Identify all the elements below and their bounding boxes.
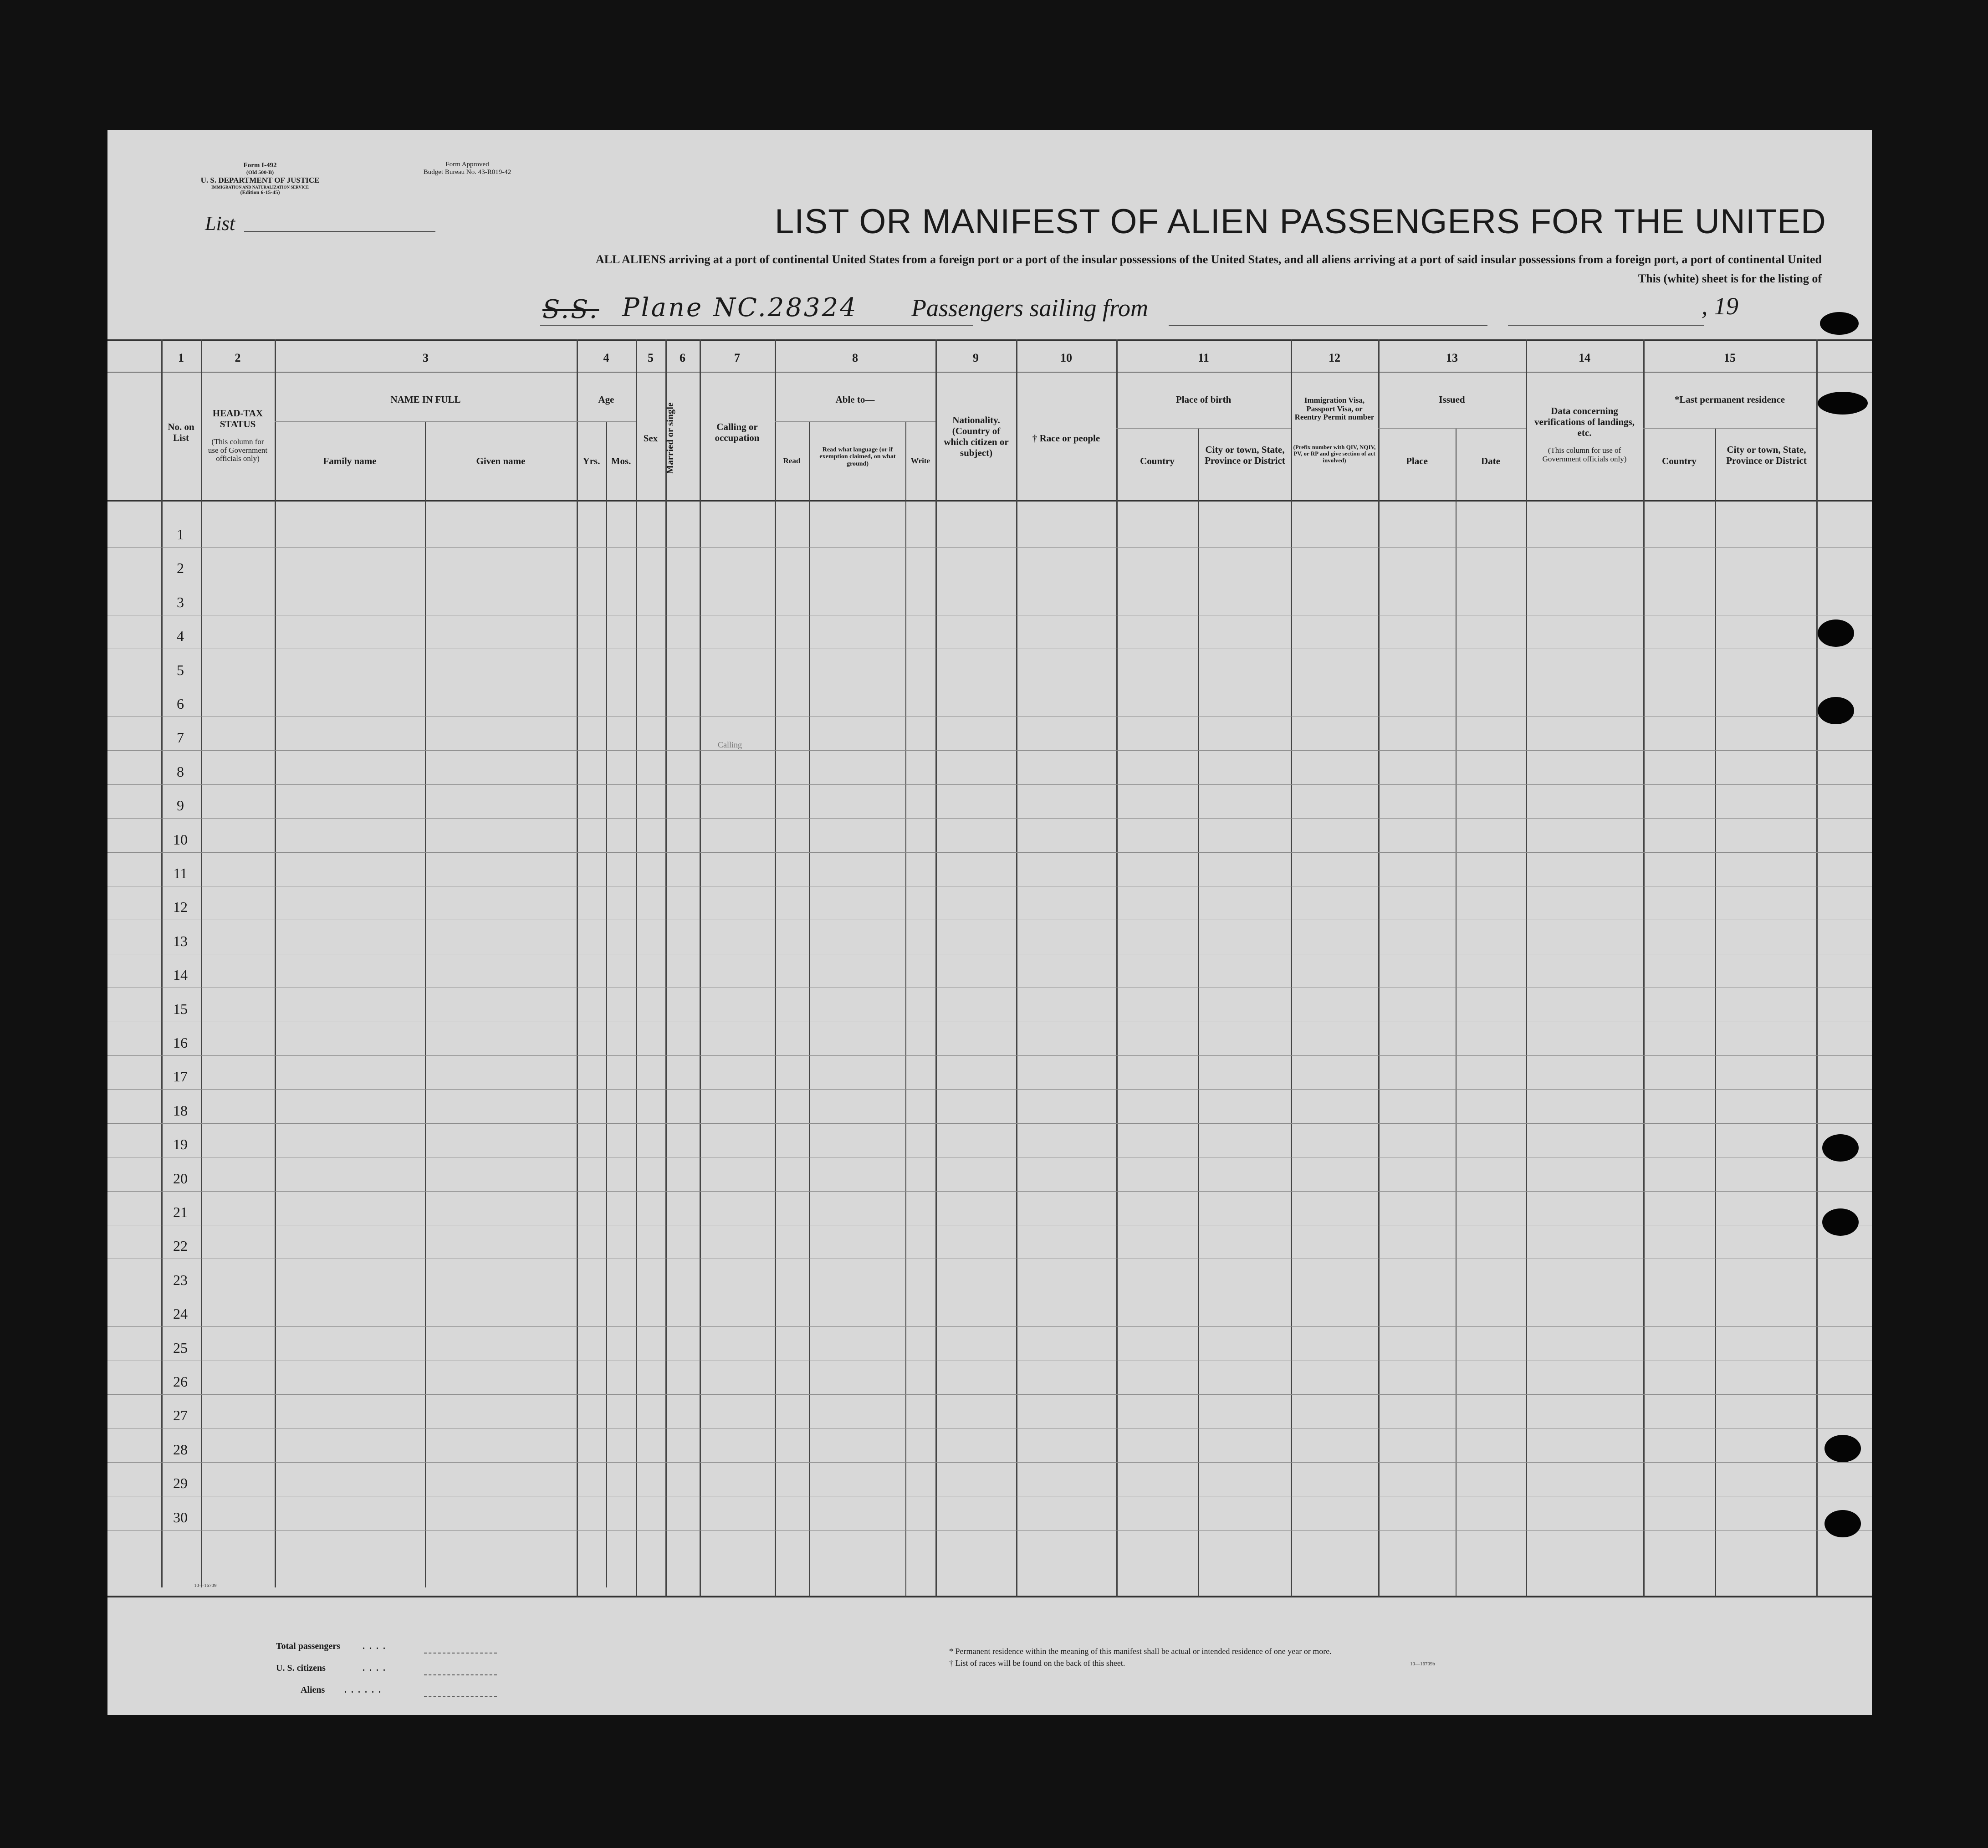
head-read-language: Read what language (or if exemption claimed, on what ground) bbox=[819, 446, 896, 467]
col-line-8 bbox=[775, 339, 776, 1597]
head-nationality: Nationality. (Country of which citizen or subject) bbox=[944, 415, 1009, 459]
service: IMMIGRATION AND NATURALIZATION SERVICE bbox=[211, 184, 309, 189]
colnum-4: 4 bbox=[603, 351, 609, 364]
head-able-to: Able to— bbox=[835, 394, 875, 405]
row-number: 13 bbox=[173, 932, 188, 949]
row-number: 30 bbox=[173, 1509, 188, 1525]
head-race: † Race or people bbox=[1032, 433, 1100, 444]
head-head-tax-note: (This column for use of Government officials only) bbox=[208, 437, 268, 463]
row-number: 2 bbox=[177, 560, 184, 577]
ss-label: S.S. bbox=[542, 295, 599, 324]
colnum-3: 3 bbox=[423, 351, 429, 364]
colnum-11: 11 bbox=[1198, 351, 1209, 364]
colnum-10: 10 bbox=[1060, 351, 1072, 364]
colnum-row-border bbox=[107, 372, 1872, 373]
col-line-9 bbox=[935, 339, 937, 1597]
head-issued: Issued bbox=[1439, 394, 1465, 405]
aliens-label: Aliens bbox=[301, 1685, 325, 1695]
head-issued-date: Date bbox=[1481, 456, 1500, 466]
table-top-border bbox=[107, 339, 1872, 341]
head-visa-note: (Prefix number with QIV, NQIV, PV, or RP and give section of act involved) bbox=[1293, 444, 1376, 464]
col-line-10 bbox=[1016, 339, 1017, 1597]
total-passengers-field bbox=[424, 1652, 497, 1653]
date-line bbox=[1508, 325, 1704, 326]
row-number: 10 bbox=[173, 831, 188, 848]
row-number: 23 bbox=[173, 1271, 188, 1288]
head-married: Married or single bbox=[664, 402, 675, 474]
col-line-8b bbox=[809, 421, 810, 1597]
subtitle-2: This (white) sheet is for the listing of bbox=[1638, 272, 1822, 285]
list-line bbox=[244, 231, 435, 232]
budget-bureau: Budget Bureau No. 43-R019-42 bbox=[423, 169, 511, 176]
colnum-12: 12 bbox=[1329, 351, 1340, 364]
col-line-15 bbox=[1643, 339, 1645, 1597]
col-line-14 bbox=[1526, 339, 1527, 1597]
col-line-11 bbox=[1116, 339, 1118, 1597]
col-line-13b bbox=[1456, 428, 1457, 1597]
row-number: 5 bbox=[177, 661, 184, 678]
row-rule bbox=[107, 1123, 1872, 1124]
colnum-15: 15 bbox=[1724, 351, 1736, 364]
row-number: 26 bbox=[173, 1373, 188, 1390]
punch-mark bbox=[1820, 312, 1859, 335]
row-rule bbox=[107, 1055, 1872, 1056]
sailing-from-line bbox=[1169, 325, 1487, 326]
name-sub-line bbox=[275, 421, 577, 422]
row-number: 14 bbox=[173, 967, 188, 983]
aliens-field bbox=[424, 1696, 497, 1697]
row-rule bbox=[107, 1394, 1872, 1395]
col-line-12 bbox=[1291, 339, 1292, 1597]
colnum-9: 9 bbox=[973, 351, 979, 364]
footer-code: 10—16709b bbox=[1410, 1661, 1435, 1667]
punch-mark bbox=[1824, 1510, 1861, 1537]
row-rule bbox=[107, 1462, 1872, 1463]
vessel-line bbox=[540, 325, 973, 326]
able-sub-line bbox=[775, 421, 935, 422]
row-rule bbox=[107, 750, 1872, 751]
us-citizens-dots: .... bbox=[363, 1663, 390, 1673]
punch-mark bbox=[1818, 619, 1854, 647]
row-number: 4 bbox=[177, 628, 184, 645]
punch-mark bbox=[1818, 392, 1868, 415]
subtitle-1: ALL ALIENS arriving at a port of continental United States from a foreign port or a port of the insular possessions of the United States, and all aliens arriving at a port of said insular possessions from a foreign port, a port of continental United bbox=[595, 253, 1822, 266]
department: U. S. DEPARTMENT OF JUSTICE bbox=[200, 176, 320, 185]
age-sub-line bbox=[577, 421, 636, 422]
head-mos: Mos. bbox=[611, 456, 631, 466]
head-given-name: Given name bbox=[476, 456, 526, 466]
row-number: 24 bbox=[173, 1305, 188, 1322]
sheet-code: 10—16709 bbox=[194, 1583, 217, 1588]
head-issued-place: Place bbox=[1406, 456, 1428, 466]
punch-mark bbox=[1818, 697, 1854, 724]
head-birth-country: Country bbox=[1140, 456, 1175, 466]
row-number: 25 bbox=[173, 1339, 188, 1356]
colnum-2: 2 bbox=[235, 351, 241, 364]
head-read: Read bbox=[783, 456, 801, 465]
row-number: 6 bbox=[177, 696, 184, 712]
us-citizens-label: U. S. citizens bbox=[276, 1663, 326, 1673]
head-birth-city: City or town, State, Province or District bbox=[1205, 444, 1285, 466]
footnote-1: * Permanent residence within the meaning of this manifest shall be actual or intended residence of one year or more. bbox=[949, 1647, 1332, 1656]
header-bottom-border bbox=[107, 500, 1872, 502]
vessel-handwritten: Plane NC.28324 bbox=[622, 293, 858, 323]
col-line-8c bbox=[905, 421, 906, 1597]
row-rule bbox=[107, 1326, 1872, 1327]
head-no-on-list: No. on List bbox=[168, 421, 194, 444]
row-number: 21 bbox=[173, 1204, 188, 1220]
row-rule bbox=[107, 1089, 1872, 1090]
col-line-2 bbox=[201, 339, 202, 1587]
row-number: 18 bbox=[173, 1102, 188, 1119]
col-line-4b bbox=[606, 421, 607, 1587]
row-rule bbox=[107, 1530, 1872, 1531]
colnum-14: 14 bbox=[1579, 351, 1590, 364]
row-number: 15 bbox=[173, 1000, 188, 1017]
row-number: 22 bbox=[173, 1238, 188, 1254]
colnum-13: 13 bbox=[1446, 351, 1458, 364]
row-rule bbox=[107, 1191, 1872, 1192]
form-info bbox=[180, 162, 340, 196]
row-number: 19 bbox=[173, 1136, 188, 1153]
issued-sub-line bbox=[1378, 428, 1526, 429]
colnum-6: 6 bbox=[680, 351, 685, 364]
head-name-in-full: NAME IN FULL bbox=[390, 394, 461, 405]
col-line-7 bbox=[700, 339, 701, 1597]
year-prefix: , 19 bbox=[1702, 292, 1738, 320]
table-bottom-border bbox=[107, 1596, 1872, 1597]
head-calling: Calling or occupation bbox=[715, 421, 760, 444]
colnum-8: 8 bbox=[852, 351, 858, 364]
head-sex: Sex bbox=[643, 433, 658, 444]
row-rule bbox=[107, 547, 1872, 548]
row-number: 7 bbox=[177, 729, 184, 746]
form-approved: Form Approved bbox=[445, 161, 489, 168]
manifest-sheet bbox=[107, 130, 1872, 1715]
colnum-7: 7 bbox=[734, 351, 740, 364]
colnum-1: 1 bbox=[178, 351, 184, 364]
head-family-name: Family name bbox=[323, 456, 377, 466]
birth-sub-line bbox=[1116, 428, 1291, 429]
head-write: Write bbox=[910, 456, 930, 465]
col-line-3b bbox=[425, 421, 426, 1587]
head-place-of-birth: Place of birth bbox=[1175, 394, 1232, 405]
row-number: 29 bbox=[173, 1475, 188, 1492]
list-label: List bbox=[205, 212, 235, 235]
row-number: 16 bbox=[173, 1034, 188, 1051]
col-line-3 bbox=[275, 339, 276, 1587]
form-number: Form I-492 bbox=[243, 162, 277, 169]
head-head-tax: HEAD-TAX STATUS bbox=[212, 408, 263, 430]
row-number: 1 bbox=[177, 526, 184, 543]
head-age: Age bbox=[598, 394, 614, 405]
row-number: 8 bbox=[177, 763, 184, 780]
row-number: 27 bbox=[173, 1407, 188, 1424]
col-line-6 bbox=[665, 339, 667, 1597]
footnote-2: † List of races will be found on the back of this sheet. bbox=[949, 1659, 1125, 1668]
col-line-5 bbox=[636, 339, 637, 1597]
punch-mark bbox=[1824, 1435, 1861, 1462]
col-line-4 bbox=[577, 339, 578, 1597]
us-citizens-field bbox=[424, 1674, 497, 1675]
colnum-5: 5 bbox=[648, 351, 654, 364]
edition: (Edition 6-15-45) bbox=[240, 189, 280, 195]
head-residence-city: City or town, State, Province or District bbox=[1726, 444, 1807, 466]
head-data-note: (This column for use of Government officials only) bbox=[1542, 446, 1627, 463]
row-number: 11 bbox=[173, 865, 188, 881]
page-title: LIST OR MANIFEST OF ALIEN PASSENGERS FOR THE UNITED bbox=[775, 202, 1826, 241]
row-number: 3 bbox=[177, 594, 184, 610]
punch-mark bbox=[1822, 1208, 1859, 1236]
row-number: 12 bbox=[173, 899, 188, 916]
col-line-11b bbox=[1198, 428, 1199, 1597]
sailing-label: Passengers sailing from bbox=[911, 294, 1149, 322]
residence-sub-line bbox=[1643, 428, 1816, 429]
row-rule bbox=[107, 784, 1872, 785]
total-passengers-dots: .... bbox=[363, 1641, 390, 1651]
col-line-16 bbox=[1816, 339, 1818, 1597]
row-rule bbox=[107, 818, 1872, 819]
calling-stamp: Calling bbox=[718, 740, 742, 749]
row-number: 17 bbox=[173, 1068, 188, 1085]
col-line-15b bbox=[1715, 428, 1716, 1597]
form-old-number: (Old 500-B) bbox=[246, 169, 274, 176]
row-rule bbox=[107, 852, 1872, 853]
head-data-concerning: Data concerning verifications of landings, etc. bbox=[1534, 405, 1635, 439]
row-number: 28 bbox=[173, 1441, 188, 1458]
aliens-dots: ...... bbox=[344, 1685, 385, 1695]
head-yrs: Yrs. bbox=[583, 456, 600, 466]
punch-mark bbox=[1822, 1134, 1859, 1162]
form-approval bbox=[399, 161, 536, 177]
head-last-residence: *Last permanent residence bbox=[1674, 394, 1785, 405]
total-passengers-label: Total passengers bbox=[276, 1641, 340, 1651]
col-line-13 bbox=[1378, 339, 1380, 1597]
head-residence-country: Country bbox=[1662, 456, 1697, 466]
head-visa: Immigration Visa, Passport Visa, or Reentry Permit number bbox=[1294, 396, 1375, 422]
row-number: 9 bbox=[177, 797, 184, 814]
row-number: 20 bbox=[173, 1170, 188, 1187]
